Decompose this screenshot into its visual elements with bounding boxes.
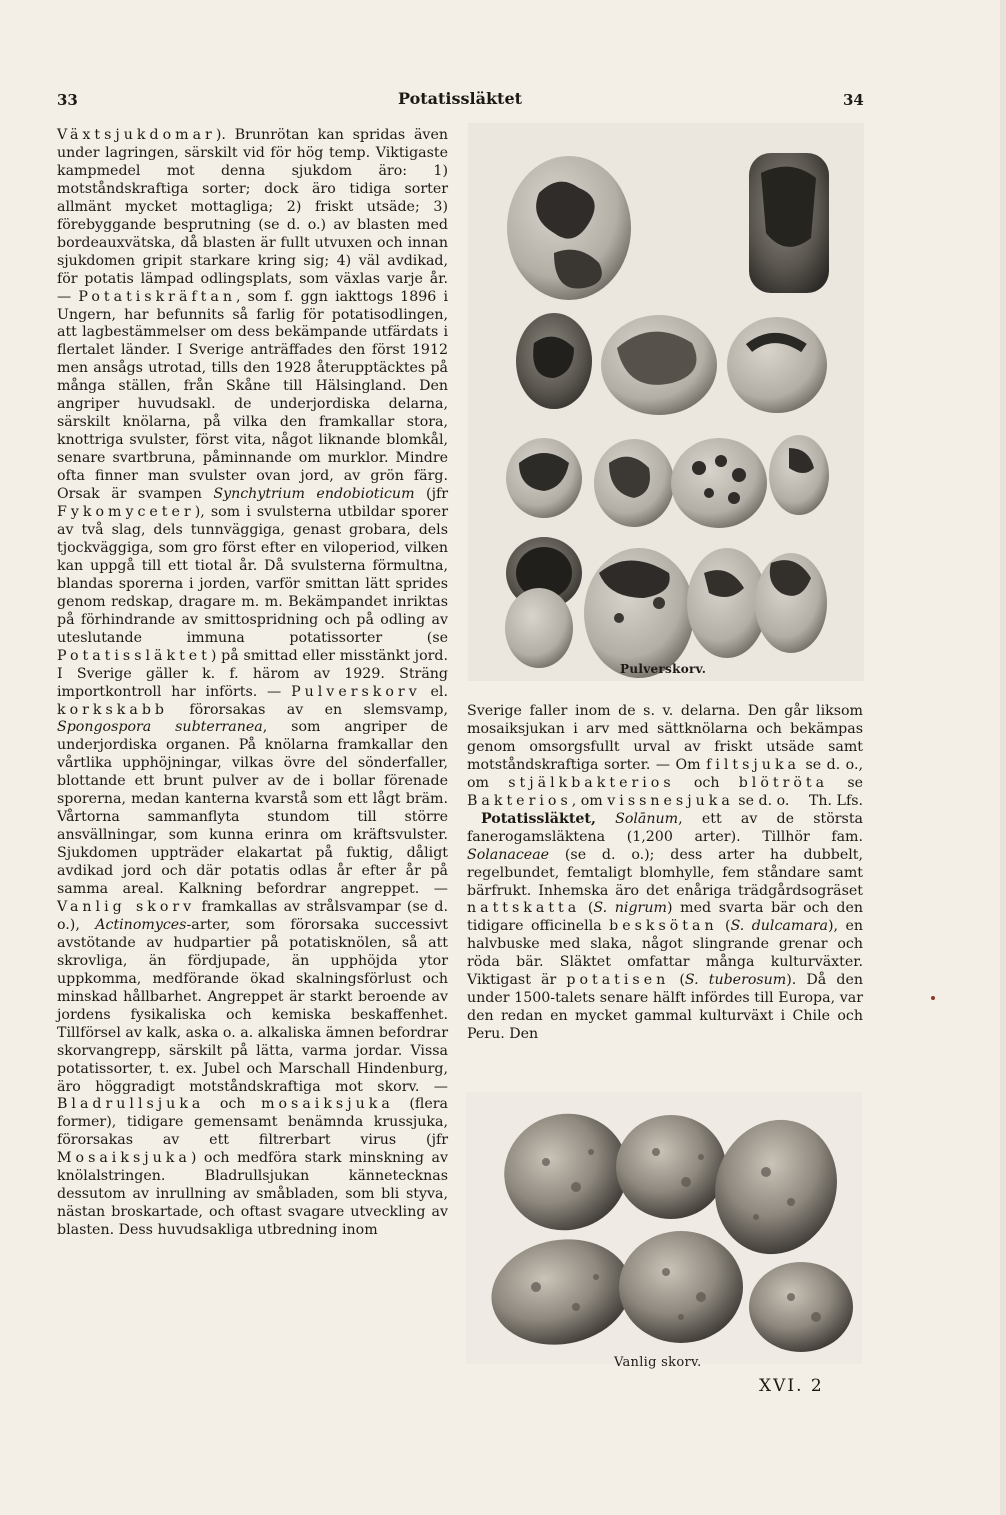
spaced-term: Vanlig skorv — [57, 898, 196, 915]
text-run: , ett av de största fanerogamsläktena (1,200 arter). Tillhör fam. — [467, 810, 863, 845]
spaced-term: Potatiskräftan — [78, 288, 236, 305]
italic-term: S. dulcamara — [730, 918, 829, 935]
text-run: se d. o. — [733, 792, 790, 809]
text-run: , som f. ggn iakttogs 1896 i Ungern, har befunnits så farlig för potatisodlingen, att lagbestämmelser om dess bekämpande utfärdats i flertalet länder. I Sverige anträffades den först 1912 men ansågs utrotad, tills den 1928 återupptäcktes på många ställen, från Skåne till Hälsingland. Den angriper huvudsakl. de underjordiska delarna, särskilt knölarna, på vilka den framkallar stora, knottriga svulster, först vita, något liknande blomkål, senare svartbruna, påminnande om murklor. Mindre ofta finner man svulster ovan jord, av grön färg. Orsak är svampen — [57, 288, 448, 503]
text-run: förorsakas av en slemsvamp, — [168, 701, 448, 718]
figure-vanlig-skorv-photo — [466, 1092, 862, 1364]
text-run: Sverige faller inom de s. v. delarna. Den går liksom mosaiksjukan i arv med sättknölarna och bekämpas genom omsorgsfullt urval av friskt utsäde samt motståndskraftiga sorter. — Om — [467, 703, 863, 773]
author-signature: Th. Lfs. — [808, 792, 863, 809]
spaced-term: stjälkbakterios — [508, 774, 675, 791]
signature-mark: XVI. 2 — [759, 1376, 824, 1396]
text-run: el. — [420, 683, 448, 700]
diseased-tubers-image — [499, 133, 829, 708]
text-run: ( — [717, 918, 731, 935]
text-run: , som angriper de underjordiska organen. På knölarna framkallar den vårtlika upphöjningar, vilkas övre del sönderfaller, blottande ett brunt pulver av de i bollar förenade sporerna, medan kanterna kvarstå som ett lågt bräm. Vårtorna sammanflyta stundom till större ansvällningar, som kunna erinra om kräftsvulster. Sjukdomen uppträder elakartat på fuktig, dåligt avdikad jord och där potatis odlas år efter år på samma areal. Kalkning befordrar angreppet. — — [57, 719, 448, 898]
paper-speck — [931, 996, 935, 1000]
text-run: se — [828, 774, 863, 791]
paragraph-potatisslaktet — [467, 811, 863, 1044]
spaced-term: mosaiksjuka — [261, 1096, 394, 1113]
right-column — [467, 703, 863, 1044]
text-run: ), som i svulsterna utbildar sporer av två slag, dels tunnväggiga, genast grobara, dels tjockväggiga, som gro först efter en viloperiod, vilken kan uppgå till ett tiotal år. Då svulsterna förmultna, blandas sporerna i jorden, varför smittan lätt sprides genom redskap, dragare m. m. Bekämpandet inriktas på förhindrande av smittospridning och på odling av uteslutande immuna potatissorter (se — [57, 504, 448, 646]
page-edge — [1000, 0, 1006, 1515]
spaced-term: blötröta — [738, 774, 829, 791]
left-column-text — [57, 127, 448, 1240]
spaced-term: Potatissläktet — [57, 647, 211, 664]
text-run: ) och medföra stark minskning av knölalstringen. Bladrullsjukan kännetecknas dessutom av inrullning av småbladen, som bli styva, nästan broskartade, och oftast svagare utveckling av blasten. Dess huvudsakliga utbredning inom — [57, 1150, 448, 1239]
spaced-term: Bladrullsjuka — [57, 1096, 205, 1113]
text-run: ). Brunrötan kan spridas även under lagringen, särskilt vid för hög temp. Viktigaste kampmedel mot denna sjukdom äro: 1) motståndskraftiga sorter; dock äro tidiga sorter allmänt mycket mottagliga; 2) friskt utsäde; 3) förebyggande besprutning (se d. o.) av blasten med bordeauxvätska, då blasten är fullt utvuxen och innan sjukdomen gripit starkare kring sig; 4) väl avdikad, för potatis lämpad odlingsplats, som växlas varje år. — — [57, 127, 448, 305]
spaced-term: Bakterios — [467, 792, 572, 809]
italic-term: Solānum — [615, 810, 679, 827]
paragraph-skorv-end — [467, 703, 863, 811]
entry-headword: Potatissläktet, — [481, 810, 596, 827]
spaced-term: vissnesjuka — [607, 792, 734, 809]
text-run: och — [204, 1096, 262, 1113]
text-run: (jfr — [414, 486, 449, 503]
text-run: , om — [571, 792, 608, 809]
text-run: ) på smittad eller misstänkt jord. I Sverige gäller k. f. härom av 1929. Sträng importkontroll har införts. — — [57, 647, 448, 700]
spaced-term: besksötan — [609, 918, 718, 935]
spaced-term: Fykomyceter — [57, 504, 195, 521]
text-run: och — [674, 774, 739, 791]
text-run: ( — [580, 900, 594, 917]
text-run: ), en halvbuske med slaka, något slingrande grenar och röda bär. Släktet omfattar många kulturväxter. Viktigast är — [467, 918, 864, 989]
text-run: ). Då den under 1500-talets senare hälft infördes till Europa, var den redan en mycket gammal kulturväxt i Chile och Peru. Den — [467, 972, 864, 1043]
spaced-term: Pulverskorv — [291, 683, 421, 700]
spaced-term: filtsjuka — [706, 756, 800, 773]
left-column — [57, 127, 448, 1240]
text-run: ( — [669, 972, 685, 989]
text-run: -arter, som förorsaka successivt avstötande av hudpartier på potatisknölen, så att skrovliga, än fördjupade, än upphöjda ytor uppkomma, medförande ökad skalningsförlust och minskad hållbarhet. Angreppet är starkt beroende av jordens fysikaliska och kemiska beskaffenhet. Tillförsel av kalk, aska o. a. alkaliska ämnen befordrar skorvangrepp, särskilt på lätta, varma jordar. Vissa potatissorter, t. ex. Jubel och Marschall Hindenburg, äro höggradigt motståndskraftiga mot skorv. — — [57, 916, 448, 1095]
text-run: (flera former), tidigare gemensamt benämnda krussjuka, förorsakas av ett filtrerbart virus (jfr — [57, 1096, 448, 1149]
figure-pulverskorv-photo — [468, 123, 864, 681]
page-number-left: 33 — [57, 91, 78, 109]
page-number-right: 34 — [843, 91, 864, 109]
spaced-term: Mosaiksjuka — [57, 1150, 191, 1167]
spaced-term: potatisen — [566, 972, 670, 989]
italic-term: Solanaceae — [467, 846, 550, 863]
italic-term: Actinomyces — [95, 916, 187, 933]
italic-term: Synchytrium endobioticum — [213, 486, 415, 503]
figure-caption-vanlig-skorv: Vanlig skorv. — [614, 1355, 702, 1370]
text-run: se d. o., om — [467, 756, 863, 791]
spaced-term: korkskabb — [57, 701, 169, 718]
running-head: Potatissläktet — [398, 89, 523, 108]
text-run: (se d. o.); dess arter ha dubbelt, regelbundet, femtaligt blomhylle, fem ståndare samt bärfrukt. Inhemska äro det enåriga trädgårdsogräset — [467, 846, 863, 899]
spaced-term: nattskatta — [467, 900, 581, 917]
scab-tubers-image — [466, 1092, 862, 1364]
italic-term: S. tuberosum — [684, 972, 787, 989]
italic-term: Spongospora subterranea — [57, 719, 263, 736]
spaced-term: Växtsjukdomar — [57, 127, 216, 143]
text-run: framkallas av strålsvampar (se d. o.), — [57, 898, 449, 933]
italic-term: S. nigrum — [593, 900, 667, 917]
figure-caption-pulverskorv: Pulverskorv. — [620, 662, 707, 676]
text-run: ) med svarta bär och den tidigare officinella — [467, 900, 863, 935]
